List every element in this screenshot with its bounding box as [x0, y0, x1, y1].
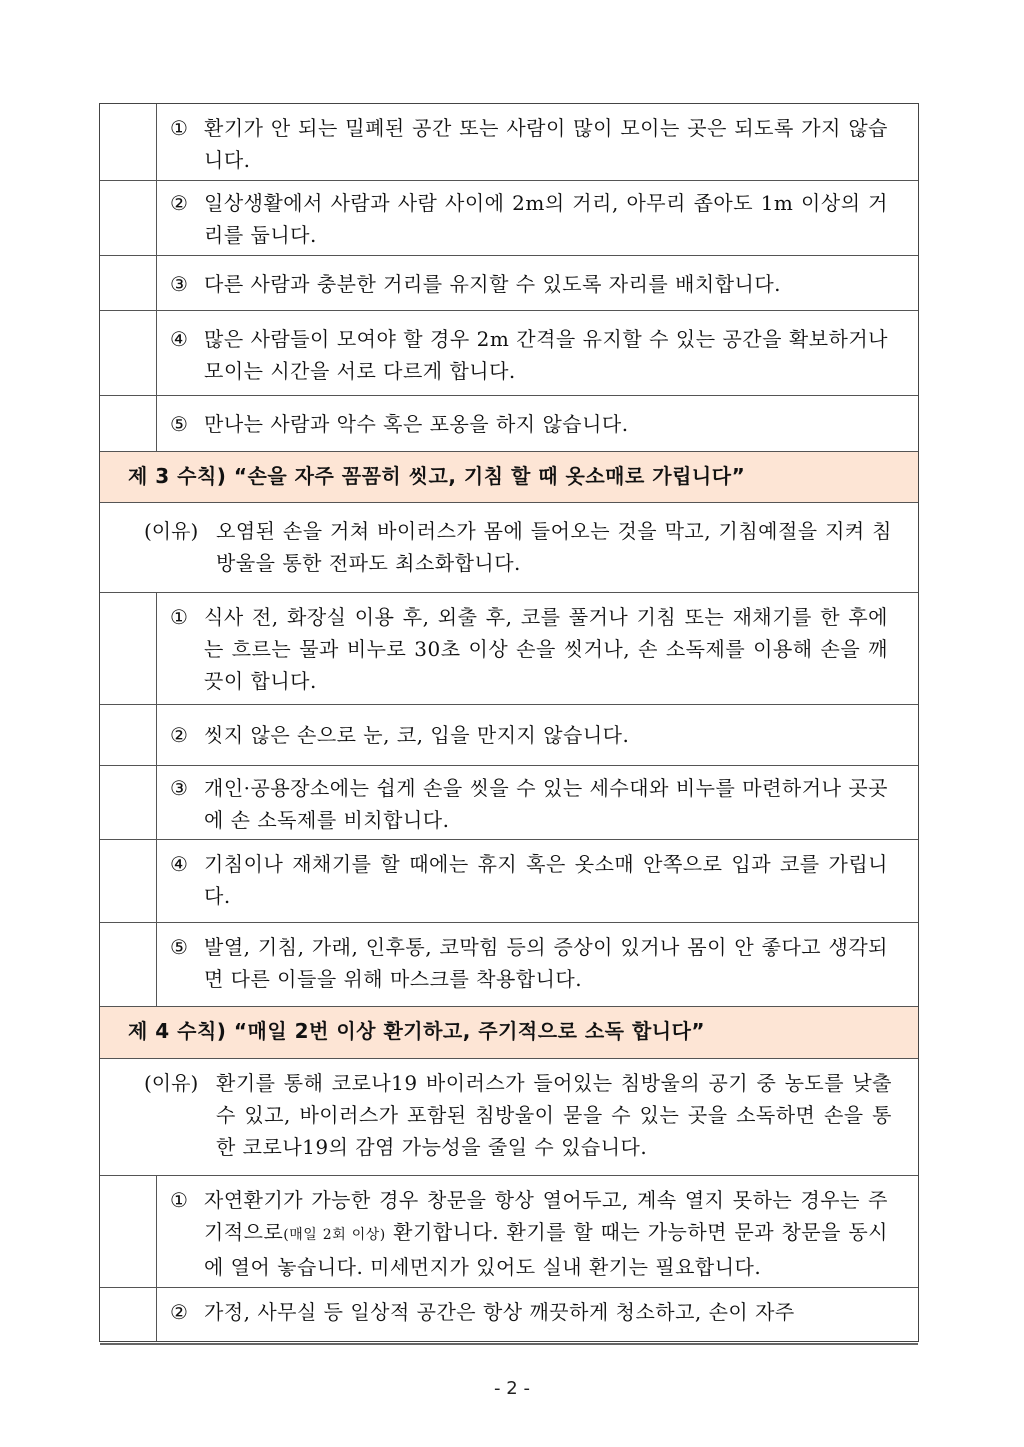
page-number: - 2 -	[494, 1378, 530, 1399]
rule3-title: 제 3 수칙) “손을 자주 꼼꼼히 씻고, 기침 할 때 옷소매로 가립니다”	[128, 464, 746, 488]
item-number: ⑤	[170, 935, 188, 959]
rule4-header	[100, 1007, 918, 1059]
list-item	[100, 1288, 918, 1341]
item-text: 많은 사람들이 모여야 할 경우 2m 간격을 유지할 수 있는 공간을 확보하거나 모이는 시간을 서로 다르게 합니다.	[204, 327, 888, 383]
item-number: ①	[170, 1188, 188, 1212]
item-text: 개인·공용장소에는 쉽게 손을 씻을 수 있는 세수대와 비누를 마련하거나 곳곳에 손 소독제를 비치합니다.	[204, 776, 888, 832]
list-item	[100, 593, 918, 705]
frequency-note: (매일 2회 이상)	[283, 1227, 386, 1243]
list-item	[100, 396, 918, 452]
item-text: 기침이나 재채기를 할 때에는 휴지 혹은 옷소매 안쪽으로 입과 코를 가립니다.	[204, 852, 888, 908]
item-text: 자연환기가 가능한 경우 창문을 항상 열어두고, 계속 열지 못하는 경우는 주기적으로(매일 2회 이상) 환기합니다. 환기를 할 때는 가능하면 문과 창문을 동시에 열어 놓습니다. 미세먼지가 있어도 실내 환기는 필요합니다.	[204, 1188, 888, 1279]
item-text: 발열, 기침, 가래, 인후통, 코막힘 등의 증상이 있거나 몸이 안 좋다고 생각되면 다른 이들을 위해 마스크를 착용합니다.	[204, 935, 888, 991]
reason-label: (이유)	[144, 519, 199, 543]
list-item	[100, 311, 918, 396]
item-number: ②	[170, 723, 188, 747]
item-number: ②	[170, 1300, 188, 1324]
list-item	[100, 104, 918, 181]
item-number: ①	[170, 116, 188, 140]
item-number: ④	[170, 852, 188, 876]
list-item	[100, 705, 918, 766]
list-item	[100, 923, 918, 1007]
item-text: 씻지 않은 손으로 눈, 코, 입을 만지지 않습니다.	[204, 723, 630, 747]
list-item	[100, 766, 918, 840]
list-item	[100, 1176, 918, 1288]
item-number: ③	[170, 776, 188, 800]
reason-text: 환기를 통해 코로나19 바이러스가 들어있는 침방울의 공기 중 농도를 낮출 수 있고, 바이러스가 포함된 침방울이 묻을 수 있는 곳을 소독하면 손을 통한 코로나19의 감염 가능성을 줄일 수 있습니다.	[216, 1071, 892, 1159]
rule4-reason	[100, 1059, 918, 1176]
item-text: 가정, 사무실 등 일상적 공간은 항상 깨끗하게 청소하고, 손이 자주	[204, 1300, 795, 1324]
rule4-title: 제 4 수칙) “매일 2번 이상 환기하고, 주기적으로 소독 합니다”	[128, 1019, 706, 1043]
list-item	[100, 256, 918, 311]
item-text: 다른 사람과 충분한 거리를 유지할 수 있도록 자리를 배치합니다.	[204, 272, 782, 296]
item-number: ④	[170, 327, 188, 351]
item-text: 식사 전, 화장실 이용 후, 외출 후, 코를 풀거나 기침 또는 재채기를 한 후에는 흐르는 물과 비누로 30초 이상 손을 씻거나, 손 소독제를 이용해 손을 깨끗이 합니다.	[204, 605, 888, 693]
rule3-header	[100, 452, 918, 503]
list-item	[100, 181, 918, 256]
item-number: ②	[170, 191, 188, 215]
item-text: 일상생활에서 사람과 사람 사이에 2m의 거리, 아무리 좁아도 1m 이상의 거리를 둡니다.	[204, 191, 888, 247]
guideline-table	[99, 103, 919, 1342]
item-number: ①	[170, 605, 188, 629]
item-text: 만나는 사람과 악수 혹은 포옹을 하지 않습니다.	[204, 412, 629, 436]
reason-label: (이유)	[144, 1071, 199, 1095]
item-number: ③	[170, 272, 188, 296]
item-number: ⑤	[170, 412, 188, 436]
list-item	[100, 840, 918, 923]
item-text: 환기가 안 되는 밀폐된 공간 또는 사람이 많이 모이는 곳은 되도록 가지 않습니다.	[204, 116, 888, 172]
rule3-reason	[100, 503, 918, 593]
reason-text: 오염된 손을 거쳐 바이러스가 몸에 들어오는 것을 막고, 기침예절을 지켜 침방울을 통한 전파도 최소화합니다.	[216, 519, 892, 575]
